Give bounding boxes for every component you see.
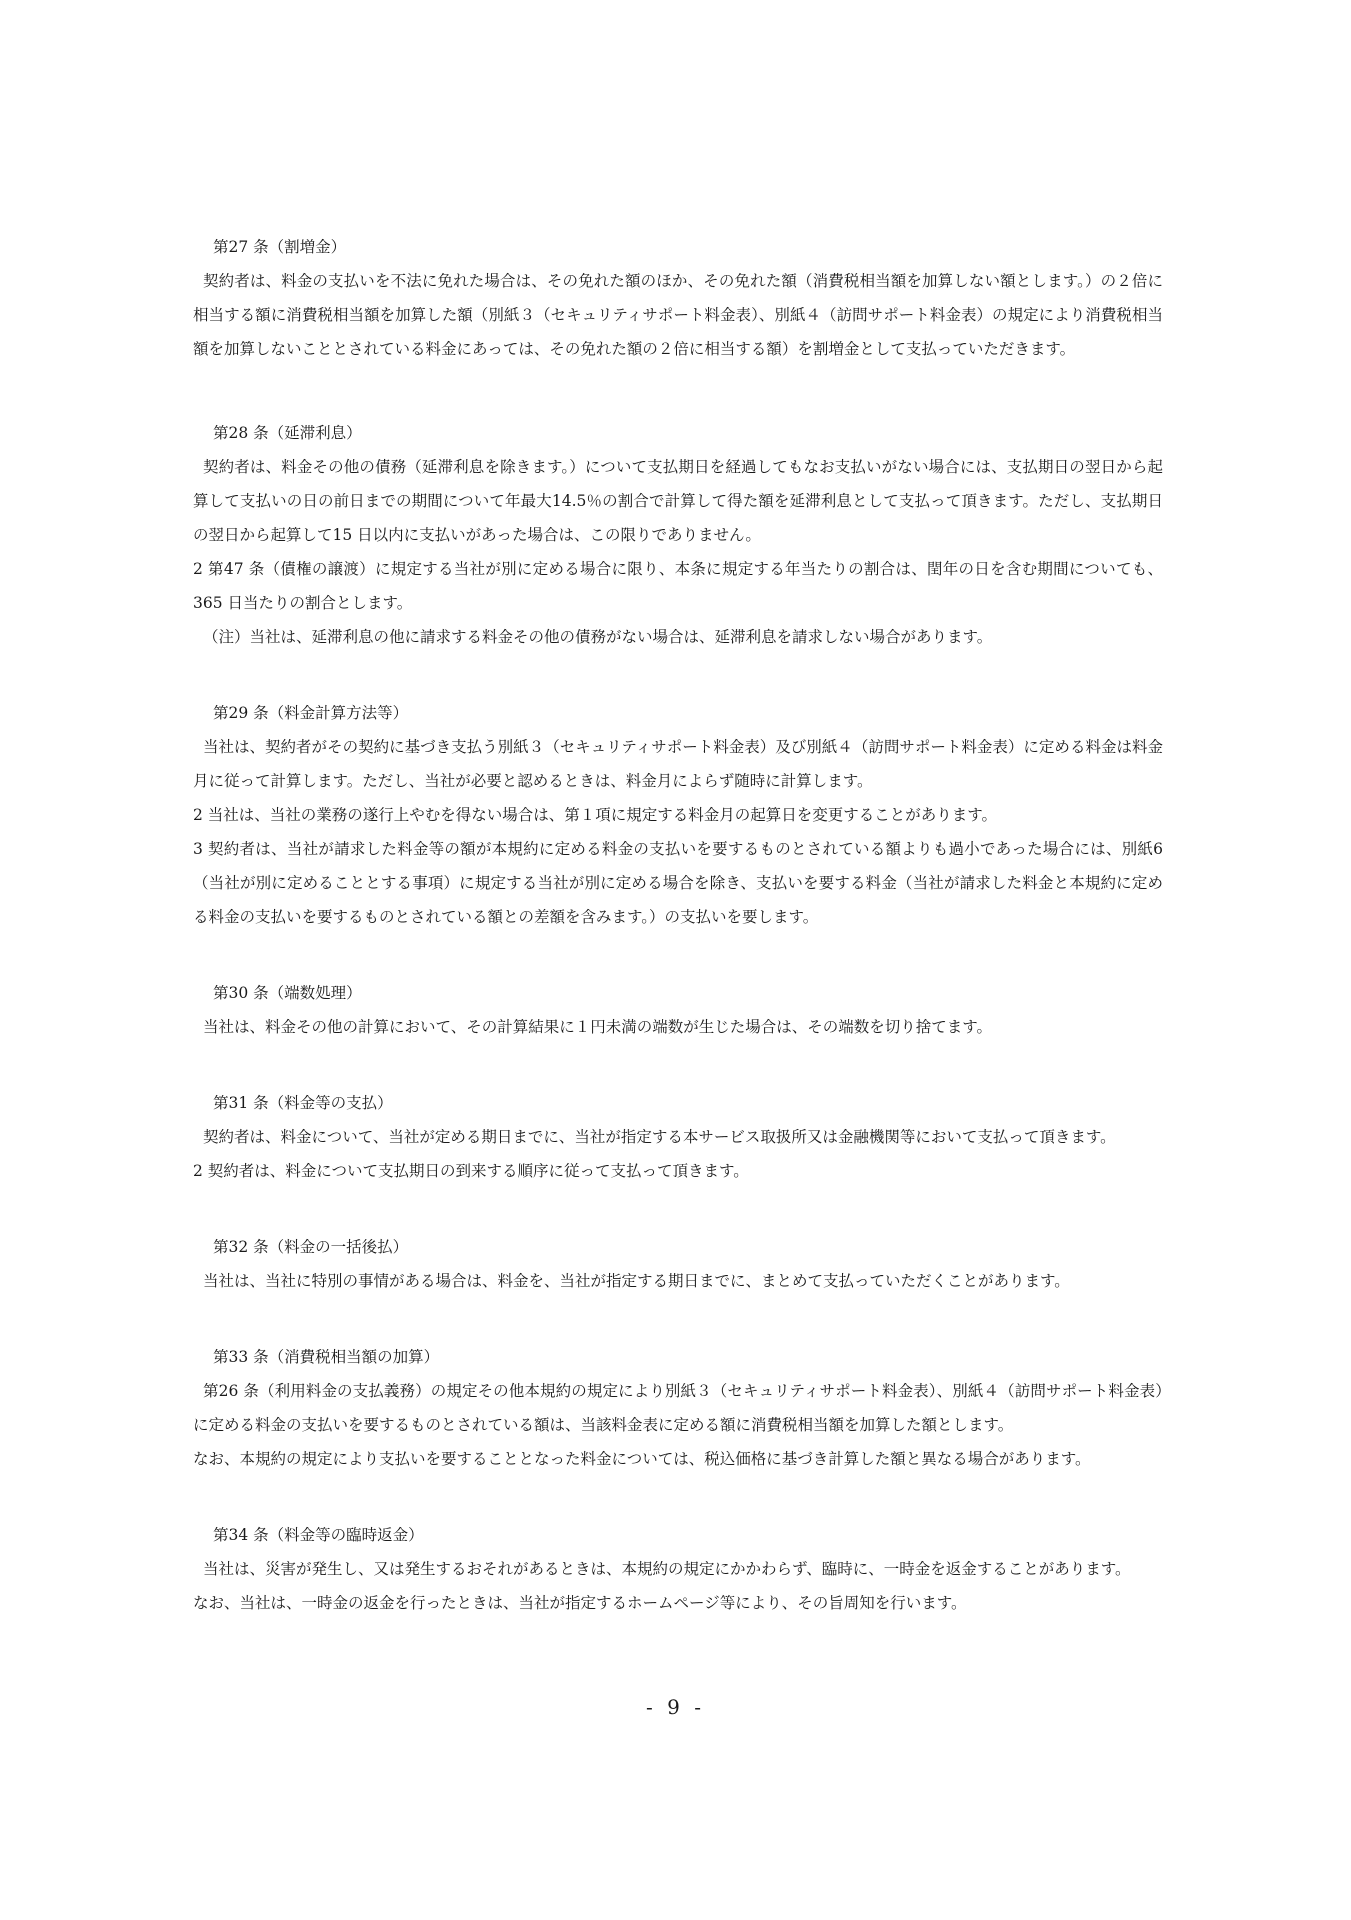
article-heading: 第30 条（端数処理）	[213, 984, 362, 1002]
article-note: （注）当社は、延滞利息の他に請求する料金その他の債務がない場合は、延滞利息を請求しない場合があります。	[203, 628, 993, 646]
article-heading: 第31 条（料金等の支払）	[213, 1094, 393, 1112]
article-paragraph: 当社は、契約者がその契約に基づき支払う別紙３（セキュリティサポート料金表）及び別紙４（訪問サポート料金表）に定める料金は料金月に従って計算します。ただし、当社が必要と認めるときは、料金月によらず随時に計算します。	[193, 738, 1163, 790]
article-paragraph: 2 第47 条（債権の譲渡）に規定する当社が別に定める場合に限り、本条に規定する年当たりの割合は、閏年の日を含む期間についても、365 日当たりの割合とします。	[193, 560, 1163, 612]
article-32	[193, 1230, 1163, 1298]
article-paragraph: なお、当社は、一時金の返金を行ったときは、当社が指定するホームページ等により、その旨周知を行います。	[193, 1594, 967, 1612]
article-heading: 第27 条（割増金）	[213, 238, 347, 256]
article-31	[193, 1086, 1163, 1188]
document-page	[193, 230, 1163, 1620]
article-33	[193, 1340, 1163, 1476]
article-paragraph: 第26 条（利用料金の支払義務）の規定その他本規約の規定により別紙３（セキュリティサポート料金表）、別紙４（訪問サポート料金表）に定める料金の支払いを要するものとされている額は、当該料金表に定める額に消費税相当額を加算した額とします。	[193, 1382, 1163, 1434]
article-paragraph: 当社は、料金その他の計算において、その計算結果に１円未満の端数が生じた場合は、その端数を切り捨てます。	[203, 1018, 992, 1036]
article-30	[193, 976, 1163, 1044]
article-paragraph: 3 契約者は、当社が請求した料金等の額が本規約に定める料金の支払いを要するものとされている額よりも過小であった場合には、別紙6（当社が別に定めることとする事項）に規定する当社が別に定める場合を除き、支払いを要する料金（当社が請求した料金と本規約に定める料金の支払いを要するものとされている額との差額を含みます。）の支払いを要します。	[193, 840, 1163, 926]
article-27	[193, 230, 1163, 366]
article-heading: 第33 条（消費税相当額の加算）	[213, 1348, 440, 1366]
article-heading: 第34 条（料金等の臨時返金）	[213, 1526, 424, 1544]
article-paragraph: 契約者は、料金の支払いを不法に免れた場合は、その免れた額のほか、その免れた額（消費税相当額を加算しない額とします。）の２倍に相当する額に消費税相当額を加算した額（別紙３（セキュリティサポート料金表）、別紙４（訪問サポート料金表）の規定により消費税相当額を加算しないこととされている料金にあっては、その免れた額の２倍に相当する額）を割増金として支払っていただきます。	[193, 272, 1163, 358]
article-heading: 第29 条（料金計算方法等）	[213, 704, 409, 722]
article-paragraph: 2 当社は、当社の業務の遂行上やむを得ない場合は、第１項に規定する料金月の起算日を変更することがあります。	[193, 806, 998, 824]
article-paragraph: 当社は、当社に特別の事情がある場合は、料金を、当社が指定する期日までに、まとめて支払っていただくことがあります。	[203, 1272, 1070, 1290]
article-34	[193, 1518, 1163, 1620]
article-heading: 第28 条（延滞利息）	[213, 424, 362, 442]
article-paragraph: 契約者は、料金について、当社が定める期日までに、当社が指定する本サービス取扱所又は金融機関等において支払って頂きます。	[203, 1128, 1116, 1146]
article-heading: 第32 条（料金の一括後払）	[213, 1238, 409, 1256]
article-paragraph: なお、本規約の規定により支払いを要することとなった料金については、税込価格に基づき計算した額と異なる場合があります。	[193, 1450, 1091, 1468]
page-number: - 9 -	[646, 1695, 705, 1719]
article-paragraph: 当社は、災害が発生し、又は発生するおそれがあるときは、本規約の規定にかかわらず、臨時に、一時金を返金することがあります。	[203, 1560, 1131, 1578]
article-28	[193, 416, 1163, 654]
article-paragraph: 2 契約者は、料金について支払期日の到来する順序に従って支払って頂きます。	[193, 1162, 749, 1180]
article-29	[193, 696, 1163, 934]
article-paragraph: 契約者は、料金その他の債務（延滞利息を除きます。）について支払期日を経過してもなお支払いがない場合には、支払期日の翌日から起算して支払いの日の前日までの期間について年最大14.5％の割合で計算して得た額を延滞利息として支払って頂きます。ただし、支払期日の翌日から起算して15 日以内に支払いがあった場合は、この限りでありません。	[193, 458, 1163, 544]
